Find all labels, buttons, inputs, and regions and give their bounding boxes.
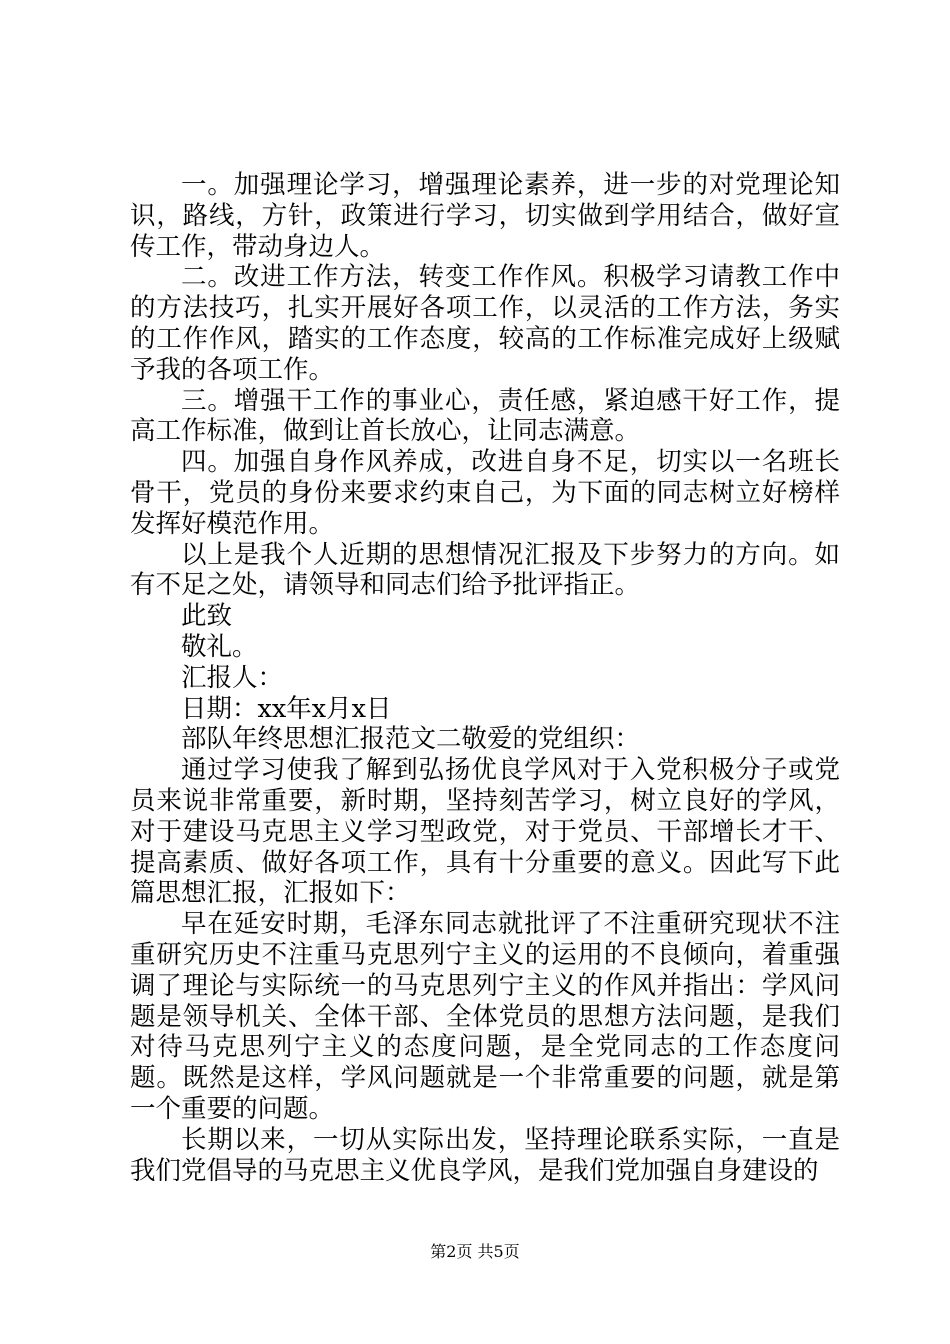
paragraph-long-term: 长期以来，一切从实际出发，坚持理论联系实际，一直是我们党倡导的马克思主义优良学风，是我们党加强自身建设的	[130, 1124, 840, 1186]
section-heading: 部队年终思想汇报范文二敬爱的党组织：	[181, 724, 641, 755]
paragraph-point-four: 四。加强自身作风养成，改进自身不足，切实以一名班长骨干，党员的身份来要求约束自己，为下面的同志树立好榜样发挥好模范作用。	[130, 447, 840, 539]
date-line: 日期：xx年x月x日	[181, 693, 392, 724]
paragraph-summary: 以上是我个人近期的思想情况汇报及下步努力的方向。如有不足之处，请领导和同志们给予批评指正。	[130, 539, 840, 601]
paragraph-point-three: 三。增强干工作的事业心，责任感，紧迫感干好工作，提高工作标准，做到让首长放心，让同志满意。	[130, 385, 840, 447]
paragraph-study-intro: 通过学习使我了解到弘扬优良学风对于入党积极分子或党员来说非常重要，新时期，坚持刻苦学习，树立良好的学风，对于建设马克思主义学习型政党，对于党员、干部增长才干、提高素质、做好各项工作，具有十分重要的意义。因此写下此篇思想汇报，汇报如下：	[130, 755, 840, 909]
paragraph-yanan-period: 早在延安时期，毛泽东同志就批评了不注重研究现状不注重研究历史不注重马克思列宁主义的运用的不良倾向，着重强调了理论与实际统一的马克思列宁主义的作风并指出：学风问题是领导机关、全体干部、全体党员的思想方法问题，是我们对待马克思列宁主义的态度问题，是全党同志的工作态度问题。既然是这样，学风问题就是一个非常重要的问题，就是第一个重要的问题。	[130, 909, 840, 1124]
paragraph-point-two: 二。改进工作方法，转变工作作风。积极学习请教工作中的方法技巧，扎实开展好各项工作，以灵活的工作方法，务实的工作作风，踏实的工作态度，较高的工作标准完成好上级赋予我的各项工作。	[130, 262, 840, 385]
document-body	[130, 170, 840, 1186]
reporter-line: 汇报人：	[181, 662, 284, 693]
paragraph-point-one: 一。加强理论学习，增强理论素养，进一步的对党理论知识，路线，方针，政策进行学习，切实做到学用结合，做好宣传工作，带动身边人。	[130, 170, 840, 262]
closing-jing-li: 敬礼。	[181, 631, 258, 662]
closing-ci-zhi: 此致	[181, 601, 233, 632]
page-number-footer: 第2页 共5页	[430, 1242, 520, 1261]
